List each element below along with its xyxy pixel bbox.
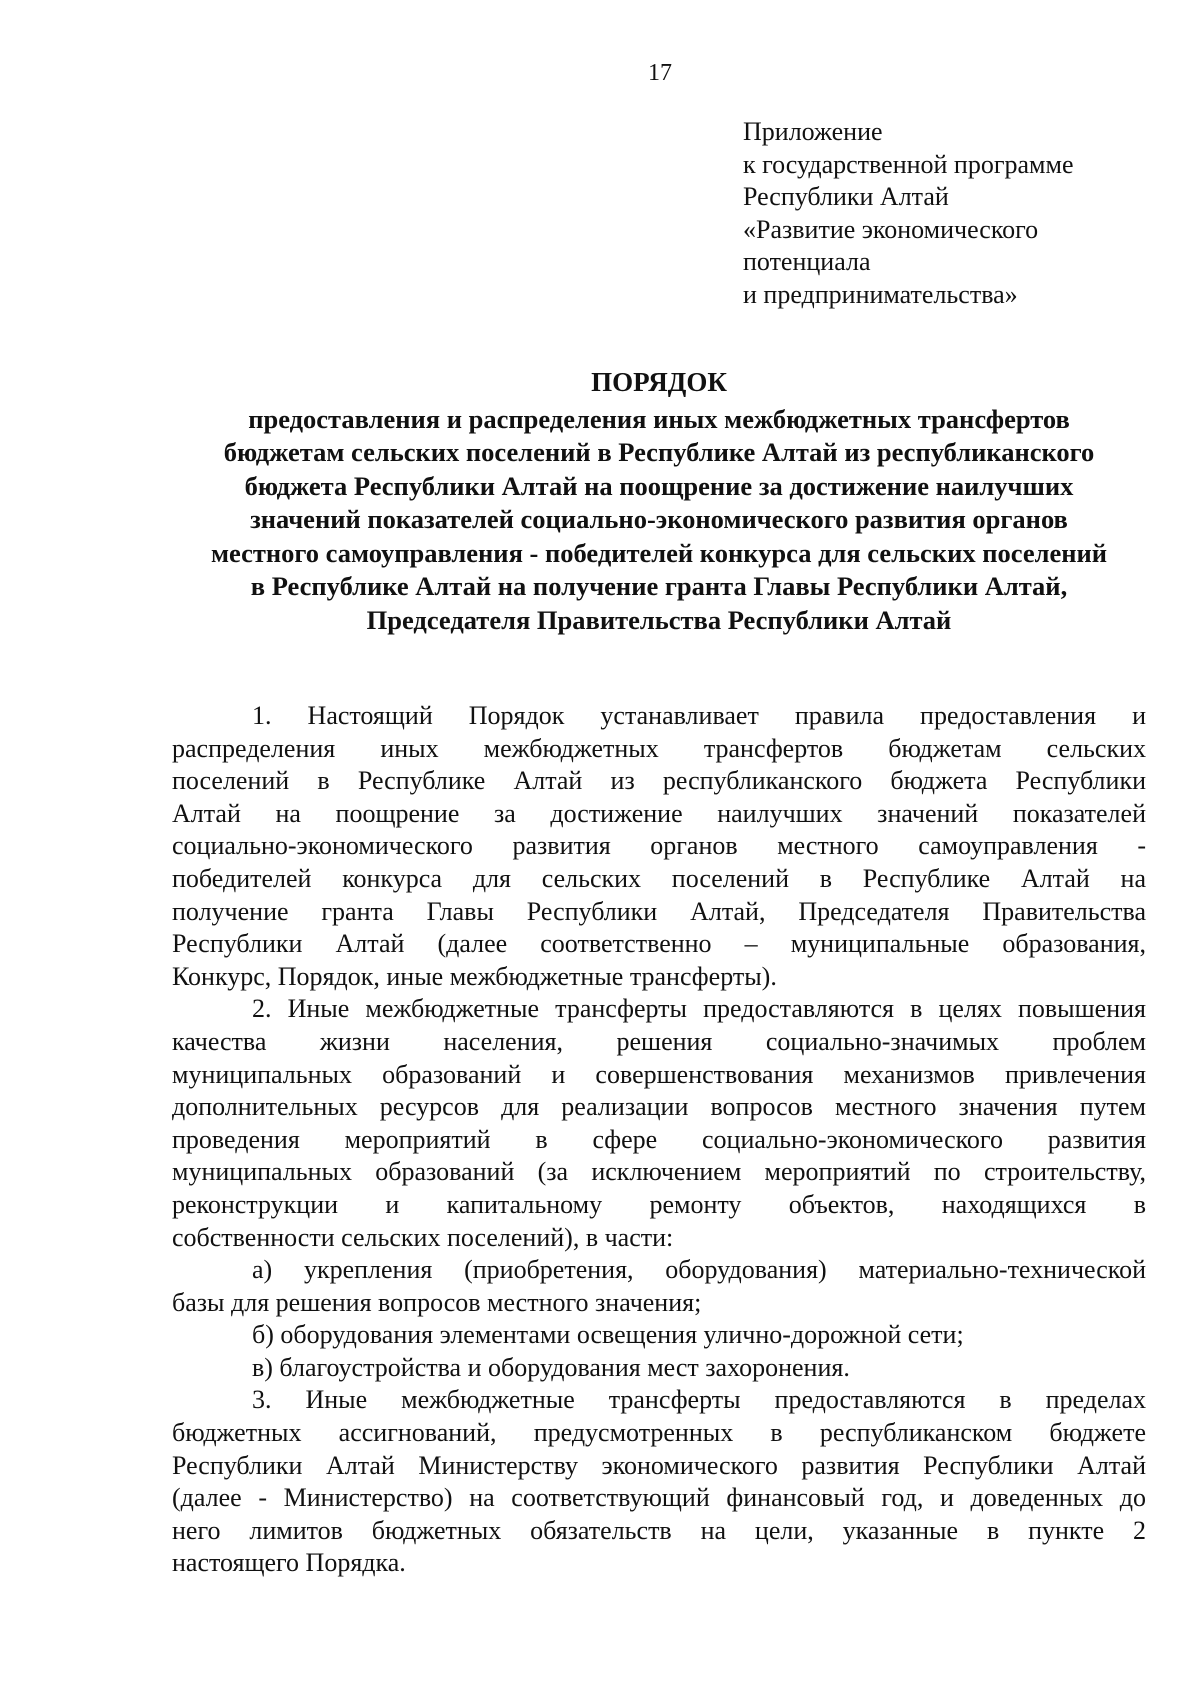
document-body	[172, 700, 1146, 1580]
title-line: бюджетам сельских поселений в Республике Алтай из республиканского	[223, 437, 1095, 467]
paragraph-1	[172, 700, 1146, 993]
appendix-block	[743, 116, 1163, 312]
title-line: Председателя Правительства Республики Алтай	[366, 604, 952, 635]
appendix-line: потенциала	[743, 247, 871, 277]
paragraph-3	[172, 1384, 1146, 1580]
text-line: б) оборудования элементами освещения улично-дорожной сети;	[252, 1320, 964, 1350]
paragraph-2	[172, 993, 1146, 1254]
text-line: Республики Алтай Министерству экономического развития Республики Алтай	[172, 1450, 1146, 1480]
title-line: в Республике Алтай на получение гранта Главы Республики Алтай,	[250, 571, 1068, 601]
text-line: Республики Алтай (далее соответственно – муниципальные образования,	[172, 929, 1146, 959]
appendix-line: к государственной программе	[743, 149, 1074, 179]
text-line: Алтай на поощрение за достижение наилучших значений показателей	[172, 798, 1146, 828]
text-line: (далее - Министерство) на соответствующий финансовый год, и доведенных до	[172, 1483, 1146, 1513]
text-line: в) благоустройства и оборудования мест захоронения.	[252, 1352, 850, 1382]
appendix-line: «Развитие экономического	[743, 214, 1039, 244]
subitem-v	[172, 1352, 1146, 1385]
title-line: местного самоуправления - победителей конкурса для сельских поселений	[210, 537, 1108, 568]
text-line: дополнительных ресурсов для реализации вопросов местного значения путем	[172, 1092, 1146, 1122]
subitem-a	[172, 1254, 1146, 1319]
text-line: муниципальных образований и совершенствования механизмов привлечения	[172, 1059, 1146, 1089]
text-line: поселений в Республике Алтай из республиканского бюджета Республики	[172, 766, 1146, 796]
title-line: предоставления и распределения иных межбюджетных трансфертов	[248, 403, 1070, 434]
title-line: значений показателей социально-экономического развития органов	[250, 504, 1068, 534]
subitem-b	[172, 1319, 1146, 1352]
text-line: базы для решения вопросов местного значения;	[172, 1287, 702, 1317]
text-line: распределения иных межбюджетных трансфертов бюджетам сельских	[172, 733, 1146, 763]
text-line: 3. Иные межбюджетные трансферты предоставляются в пределах	[252, 1385, 1146, 1415]
text-line: победителей конкурса для сельских поселений в Республике Алтай на	[172, 863, 1146, 893]
appendix-line: Приложение	[743, 117, 883, 146]
text-line: настоящего Порядка.	[172, 1548, 406, 1578]
title-line: бюджета Республики Алтай на поощрение за достижение наилучших	[244, 470, 1074, 501]
text-line: а) укрепления (приобретения, оборудования) материально-технической	[252, 1255, 1146, 1285]
text-line: бюджетных ассигнований, предусмотренных в республиканском бюджете	[172, 1418, 1146, 1448]
text-line: него лимитов бюджетных обязательств на цели, указанные в пункте 2	[172, 1515, 1146, 1545]
text-line: качества жизни населения, решения социально-значимых проблем	[172, 1026, 1146, 1056]
text-line: получение гранта Главы Республики Алтай, Председателя Правительства	[172, 896, 1146, 926]
text-line: собственности сельских поселений), в части:	[172, 1222, 674, 1252]
text-line: 1. Настоящий Порядок устанавливает правила предоставления и	[252, 701, 1146, 730]
text-line: реконструкции и капитальному ремонту объектов, находящихся в	[172, 1189, 1146, 1219]
text-line: проведения мероприятий в сфере социально-экономического развития	[172, 1124, 1146, 1154]
text-line: муниципальных образований (за исключением мероприятий по строительству,	[172, 1157, 1146, 1187]
document-title	[172, 366, 1146, 637]
text-line: 2. Иные межбюджетные трансферты предоставляются в целях повышения	[252, 994, 1146, 1024]
text-line: социально-экономического развития органов местного самоуправления -	[172, 831, 1146, 861]
appendix-line: Республики Алтай	[743, 182, 949, 212]
page-number: 17	[648, 60, 672, 86]
text-line: Конкурс, Порядок, иные межбюджетные трансферты).	[172, 961, 777, 991]
appendix-line: и предпринимательства»	[743, 279, 1018, 309]
title-heading: ПОРЯДОК	[591, 367, 727, 397]
